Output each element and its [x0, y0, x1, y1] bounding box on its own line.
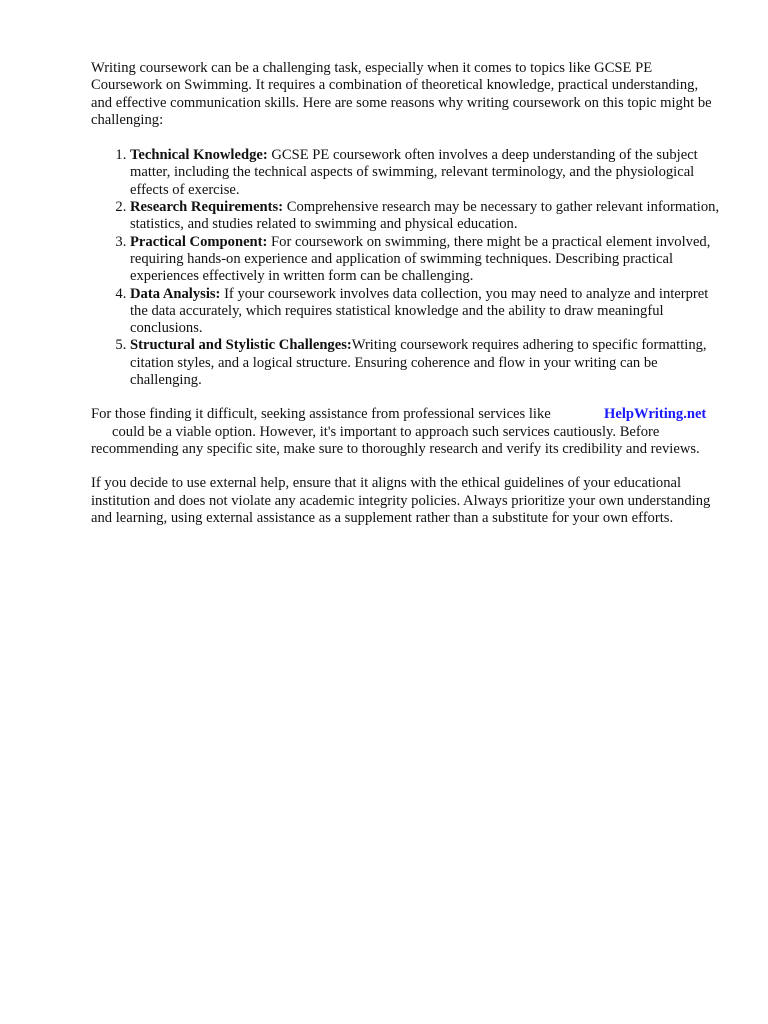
list-item — [130, 286, 721, 338]
reason-text: For coursework on swimming, there might be a practical element involved, requiring hands-on experience and application of swimming techniques. Describing practical experiences effectively in written form can be challenging. — [130, 233, 711, 285]
list-item — [130, 337, 721, 389]
reason-term: Structural and Stylistic Challenges: — [130, 337, 352, 354]
list-item — [130, 199, 721, 234]
list-item — [130, 234, 721, 286]
reason-term: Practical Component: — [130, 233, 268, 250]
list-item — [130, 147, 721, 199]
reason-text: Comprehensive research may be necessary to gather relevant information, statistics, and studies related to swimming and physical education. — [130, 199, 720, 233]
assistance-first-line — [91, 406, 721, 423]
reason-term: Technical Knowledge: — [130, 147, 268, 164]
reason-term: Research Requirements: — [130, 199, 284, 216]
assistance-continuation — [91, 424, 721, 459]
assistance-text-after: could be a viable option. However, it's important to approach such services cautiously. Before recommending any specific site, make sure to thoroughly research and verify its credibility and reviews. — [91, 423, 700, 457]
reason-text: Writing coursework requires adhering to specific formatting, citation styles, and a logical structure. Ensuring coherence and flow in your writing can be challenging. — [130, 337, 707, 389]
reason-text: If your coursework involves data collection, you may need to analyze and interpret the data accurately, which requires statistical knowledge and the ability to draw meaningful conclusions. — [130, 285, 709, 337]
reason-term: Data Analysis: — [130, 285, 221, 302]
assistance-paragraph — [91, 406, 721, 458]
helpwriting-link[interactable]: HelpWriting.net — [604, 406, 707, 423]
assistance-text-before: For those finding it difficult, seeking assistance from professional services like — [91, 406, 551, 423]
reason-text: GCSE PE coursework often involves a deep understanding of the subject matter, including the technical aspects of swimming, relevant terminology, and the physiological effects of exercise. — [130, 147, 698, 198]
document-page — [91, 60, 721, 527]
closing-paragraph: If you decide to use external help, ensure that it aligns with the ethical guidelines of your educational institution and does not violate any academic integrity policies. Always prioritize your own understanding and learning, using external assistance as a supplement rather than a substitute for your own efforts. — [91, 475, 711, 526]
intro-paragraph: Writing coursework can be a challenging task, especially when it comes to topics like GCSE PE Coursework on Swimming. It requires a combination of theoretical knowledge, practical understanding, and effective communication skills. Here are some reasons why writing coursework on this topic might be challenging: — [91, 60, 712, 128]
reasons-list — [91, 147, 721, 389]
